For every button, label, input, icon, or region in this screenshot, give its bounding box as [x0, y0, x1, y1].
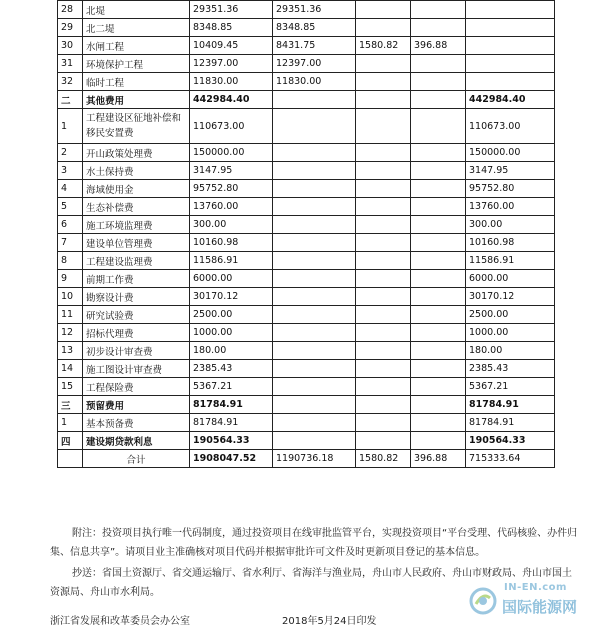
col2-cell [356, 252, 411, 270]
col1-cell: 12397.00 [273, 55, 356, 73]
table-row [58, 198, 555, 216]
col2-cell [356, 306, 411, 324]
table-row [58, 37, 555, 55]
total-cell: 1908047.52 [190, 450, 273, 468]
col3-cell [411, 396, 466, 414]
item-name-cell: 建设期贷款利息 [83, 432, 190, 450]
item-name-cell: 合计 [83, 450, 190, 468]
col3-cell [411, 288, 466, 306]
col1-cell: 11830.00 [273, 73, 356, 91]
total-cell: 81784.91 [190, 414, 273, 432]
col2-cell [356, 234, 411, 252]
row-number-cell: 12 [58, 324, 83, 342]
total-cell: 30170.12 [190, 288, 273, 306]
table-row [58, 1, 555, 19]
table-row [58, 360, 555, 378]
row-number-cell: 4 [58, 180, 83, 198]
col1-cell: 8431.75 [273, 37, 356, 55]
col2-cell [356, 288, 411, 306]
item-name-cell: 工程建设区征地补偿和移民安置费 [83, 109, 190, 144]
item-name-cell: 初步设计审查费 [83, 342, 190, 360]
item-name-cell: 工程建设监理费 [83, 252, 190, 270]
total-cell: 13760.00 [190, 198, 273, 216]
total-cell: 300.00 [190, 216, 273, 234]
total-cell: 442984.40 [190, 91, 273, 109]
col1-cell [273, 306, 356, 324]
item-name-cell: 环境保护工程 [83, 55, 190, 73]
item-name-cell: 研究试验费 [83, 306, 190, 324]
table-row [58, 414, 555, 432]
col2-cell [356, 91, 411, 109]
total-cell: 11586.91 [190, 252, 273, 270]
row-number-cell: 5 [58, 198, 83, 216]
table-row [58, 144, 555, 162]
total-cell: 8348.85 [190, 19, 273, 37]
table-row [58, 55, 555, 73]
col1-cell [273, 91, 356, 109]
item-name-cell: 建设单位管理费 [83, 234, 190, 252]
col3-cell [411, 252, 466, 270]
col2-cell [356, 55, 411, 73]
col1-cell [273, 342, 356, 360]
col4-cell: 2385.43 [466, 360, 555, 378]
col2-cell [356, 414, 411, 432]
total-cell: 81784.91 [190, 396, 273, 414]
table-row [58, 288, 555, 306]
col1-cell: 8348.85 [273, 19, 356, 37]
total-cell: 29351.36 [190, 1, 273, 19]
total-cell: 10409.45 [190, 37, 273, 55]
col1-cell [273, 109, 356, 144]
col4-cell: 81784.91 [466, 414, 555, 432]
row-number-cell: 15 [58, 378, 83, 396]
col3-cell [411, 55, 466, 73]
col4-cell [466, 37, 555, 55]
table-row [58, 306, 555, 324]
item-name-cell: 开山政策处理费 [83, 144, 190, 162]
row-number-cell: 1 [58, 414, 83, 432]
col1-cell [273, 396, 356, 414]
col1-cell [273, 180, 356, 198]
col3-cell [411, 91, 466, 109]
row-number-cell: 13 [58, 342, 83, 360]
col4-cell: 81784.91 [466, 396, 555, 414]
col4-cell: 2500.00 [466, 306, 555, 324]
row-number-cell: 7 [58, 234, 83, 252]
col3-cell [411, 19, 466, 37]
col3-cell [411, 432, 466, 450]
col2-cell [356, 270, 411, 288]
col2-cell [356, 198, 411, 216]
col4-cell: 30170.12 [466, 288, 555, 306]
col4-cell: 190564.33 [466, 432, 555, 450]
row-number-cell: 32 [58, 73, 83, 91]
col4-cell: 110673.00 [466, 109, 555, 144]
row-number-cell: 30 [58, 37, 83, 55]
col3-cell [411, 306, 466, 324]
table-row [58, 378, 555, 396]
item-name-cell: 水闸工程 [83, 37, 190, 55]
total-cell: 2385.43 [190, 360, 273, 378]
col4-cell: 11586.91 [466, 252, 555, 270]
row-number-cell: 31 [58, 55, 83, 73]
col4-cell: 150000.00 [466, 144, 555, 162]
total-cell: 1000.00 [190, 324, 273, 342]
row-number-cell: 14 [58, 360, 83, 378]
table-row [58, 252, 555, 270]
item-name-cell: 海域使用金 [83, 180, 190, 198]
item-name-cell: 临时工程 [83, 73, 190, 91]
col1-cell [273, 270, 356, 288]
table-row [58, 342, 555, 360]
item-name-cell: 预留费用 [83, 396, 190, 414]
col4-cell: 10160.98 [466, 234, 555, 252]
table-row [58, 450, 555, 468]
col2-cell [356, 73, 411, 91]
item-name-cell: 生态补偿费 [83, 198, 190, 216]
col1-cell [273, 414, 356, 432]
col2-cell [356, 396, 411, 414]
table-row [58, 270, 555, 288]
col2-cell [356, 162, 411, 180]
total-cell: 95752.80 [190, 180, 273, 198]
row-number-cell: 29 [58, 19, 83, 37]
energy-logo-icon [468, 586, 498, 616]
col1-cell [273, 432, 356, 450]
col3-cell [411, 109, 466, 144]
table-row [58, 109, 555, 144]
col3-cell [411, 198, 466, 216]
total-cell: 190564.33 [190, 432, 273, 450]
col4-cell [466, 55, 555, 73]
col1-cell [273, 162, 356, 180]
item-name-cell: 其他费用 [83, 91, 190, 109]
col3-cell [411, 144, 466, 162]
col4-cell: 715333.64 [466, 450, 555, 468]
row-number-cell: 6 [58, 216, 83, 234]
table-row [58, 180, 555, 198]
row-number-cell: 1 [58, 109, 83, 144]
total-cell: 12397.00 [190, 55, 273, 73]
item-name-cell: 北二堤 [83, 19, 190, 37]
col2-cell: 1580.82 [356, 450, 411, 468]
col1-cell [273, 234, 356, 252]
col1-cell [273, 378, 356, 396]
issuer-org: 浙江省发展和改革委员会办公室 [50, 616, 190, 627]
col1-cell [273, 360, 356, 378]
col3-cell [411, 234, 466, 252]
table-row [58, 324, 555, 342]
col1-cell [273, 144, 356, 162]
total-cell: 150000.00 [190, 144, 273, 162]
total-cell: 3147.95 [190, 162, 273, 180]
col3-cell [411, 180, 466, 198]
col4-cell: 6000.00 [466, 270, 555, 288]
table-row [58, 396, 555, 414]
col3-cell [411, 1, 466, 19]
issue-date: 2018年5月24日印发 [282, 616, 377, 627]
col4-cell: 13760.00 [466, 198, 555, 216]
col4-cell: 442984.40 [466, 91, 555, 109]
table-row [58, 234, 555, 252]
col2-cell [356, 360, 411, 378]
col3-cell [411, 324, 466, 342]
col2-cell [356, 1, 411, 19]
row-number-cell: 11 [58, 306, 83, 324]
cc-paragraph: 抄送：省国土资源厅、省交通运输厅、省水利厅、省海洋与渔业局，舟山市人民政府、舟山市财政局、舟山市国土资源局、舟山市水利局。 [50, 568, 572, 598]
col2-cell: 1580.82 [356, 37, 411, 55]
col3-cell: 396.88 [411, 37, 466, 55]
col2-cell [356, 216, 411, 234]
col2-cell [356, 180, 411, 198]
total-cell: 10160.98 [190, 234, 273, 252]
row-number-cell: 3 [58, 162, 83, 180]
col4-cell: 95752.80 [466, 180, 555, 198]
total-cell: 2500.00 [190, 306, 273, 324]
col4-cell: 1000.00 [466, 324, 555, 342]
col1-cell: 1190736.18 [273, 450, 356, 468]
item-name-cell: 北堤 [83, 1, 190, 19]
col2-cell [356, 432, 411, 450]
table-row [58, 73, 555, 91]
row-number-cell: 2 [58, 144, 83, 162]
total-cell: 180.00 [190, 342, 273, 360]
total-cell: 6000.00 [190, 270, 273, 288]
item-name-cell: 招标代理费 [83, 324, 190, 342]
row-number-cell [58, 450, 83, 468]
col1-cell [273, 216, 356, 234]
col2-cell [356, 324, 411, 342]
item-name-cell: 基本预备费 [83, 414, 190, 432]
col3-cell [411, 73, 466, 91]
item-name-cell: 勘察设计费 [83, 288, 190, 306]
col3-cell [411, 162, 466, 180]
item-name-cell: 前期工作费 [83, 270, 190, 288]
col3-cell [411, 270, 466, 288]
note-paragraph: 附注：投资项目执行唯一代码制度，通过投资项目在线审批监管平台，实现投资项目“平台受理、代码核验、办件归集、信息共享”。请项目业主准确核对项目代码并根据审批许可文件及时更新项目登记的基本信息。 [50, 528, 578, 558]
col3-cell [411, 414, 466, 432]
col2-cell [356, 19, 411, 37]
col3-cell [411, 378, 466, 396]
row-number-cell: 三 [58, 396, 83, 414]
table-row [58, 162, 555, 180]
budget-table [57, 0, 555, 468]
item-name-cell: 施工图设计审查费 [83, 360, 190, 378]
col3-cell [411, 216, 466, 234]
col4-cell: 5367.21 [466, 378, 555, 396]
total-cell: 11830.00 [190, 73, 273, 91]
watermark [468, 580, 596, 628]
col4-cell [466, 73, 555, 91]
col1-cell [273, 252, 356, 270]
watermark-cn: 国际能源网 [502, 598, 578, 616]
col2-cell [356, 109, 411, 144]
col3-cell [411, 360, 466, 378]
col4-cell: 180.00 [466, 342, 555, 360]
watermark-en: IN-EN.com [504, 582, 567, 593]
col1-cell [273, 288, 356, 306]
col3-cell [411, 342, 466, 360]
col1-cell: 29351.36 [273, 1, 356, 19]
col4-cell [466, 19, 555, 37]
col4-cell: 3147.95 [466, 162, 555, 180]
row-number-cell: 二 [58, 91, 83, 109]
row-number-cell: 8 [58, 252, 83, 270]
col4-cell [466, 1, 555, 19]
col1-cell [273, 324, 356, 342]
item-name-cell: 水土保持费 [83, 162, 190, 180]
item-name-cell: 施工环境监理费 [83, 216, 190, 234]
col1-cell [273, 198, 356, 216]
table-row [58, 19, 555, 37]
col2-cell [356, 144, 411, 162]
table-row [58, 91, 555, 109]
table-row [58, 216, 555, 234]
col4-cell: 300.00 [466, 216, 555, 234]
row-number-cell: 10 [58, 288, 83, 306]
row-number-cell: 9 [58, 270, 83, 288]
row-number-cell: 28 [58, 1, 83, 19]
total-cell: 5367.21 [190, 378, 273, 396]
row-number-cell: 四 [58, 432, 83, 450]
col2-cell [356, 378, 411, 396]
col3-cell: 396.88 [411, 450, 466, 468]
item-name-cell: 工程保险费 [83, 378, 190, 396]
total-cell: 110673.00 [190, 109, 273, 144]
col2-cell [356, 342, 411, 360]
table-row [58, 432, 555, 450]
